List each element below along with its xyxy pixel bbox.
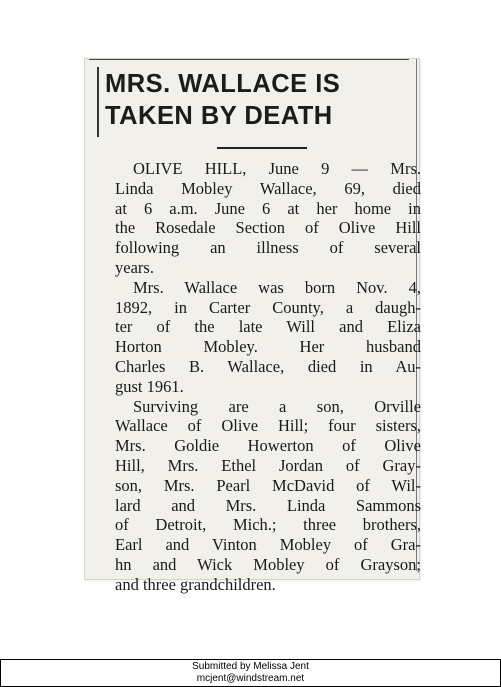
text-line: of Detroit, Mich.; three brothers, [115, 515, 421, 535]
text-line: the Rosedale Section of Olive Hill [115, 218, 421, 238]
text-line: following an illness of several [115, 238, 421, 258]
headline-left-rule [97, 67, 99, 137]
text-line: years. [115, 257, 154, 277]
text-line: Charles B. Wallace, died in Au- [115, 356, 421, 376]
clipping-top-rule [89, 59, 409, 60]
text-line: and three grandchildren. [115, 574, 276, 594]
paragraph-3 [115, 397, 421, 595]
text-line: Horton Mobley. Her husband [115, 337, 421, 357]
obituary-headline [105, 67, 409, 131]
text-line: son, Mrs. Pearl McDavid of Wil- [115, 475, 421, 495]
paragraph-1 [115, 159, 421, 278]
text-line: 1892, in Carter County, a daugh- [115, 297, 421, 317]
text-line: Mrs. Wallace was born Nov. 4, [133, 277, 421, 297]
paragraph-2 [115, 278, 421, 397]
submitter-email: mcjent@windstream.net [196, 673, 305, 684]
newspaper-clipping [84, 58, 421, 594]
obituary-body [115, 159, 421, 595]
text-line: Hill, Mrs. Ethel Jordan of Gray- [115, 455, 421, 475]
submitted-by-text: Submitted by Melissa Jent [192, 661, 309, 672]
text-line: Earl and Vinton Mobley of Gra- [115, 535, 421, 555]
text-line: Wallace of Olive Hill; four sisters, [115, 416, 421, 436]
text-line: OLIVE HILL, June 9 — Mrs. [133, 159, 421, 178]
text-line: hn and Wick Mobley of Grayson; [115, 554, 421, 574]
clipping-content [93, 65, 421, 594]
submission-footer [0, 659, 501, 687]
headline-divider [217, 147, 307, 149]
headline-line-2: TAKEN BY DEATH [105, 100, 333, 130]
headline-line-1: MRS. WALLACE IS [105, 68, 341, 98]
text-line: at 6 a.m. June 6 at her home in [115, 198, 421, 218]
text-line: gust 1961. [115, 376, 184, 396]
text-line: Linda Mobley Wallace, 69, died [115, 178, 421, 198]
text-line: Surviving are a son, Orville [133, 396, 421, 416]
text-line: lard and Mrs. Linda Sammons [115, 495, 421, 515]
text-line: ter of the late Will and Eliza [115, 317, 421, 337]
text-line: Mrs. Goldie Howerton of Olive [115, 436, 421, 456]
